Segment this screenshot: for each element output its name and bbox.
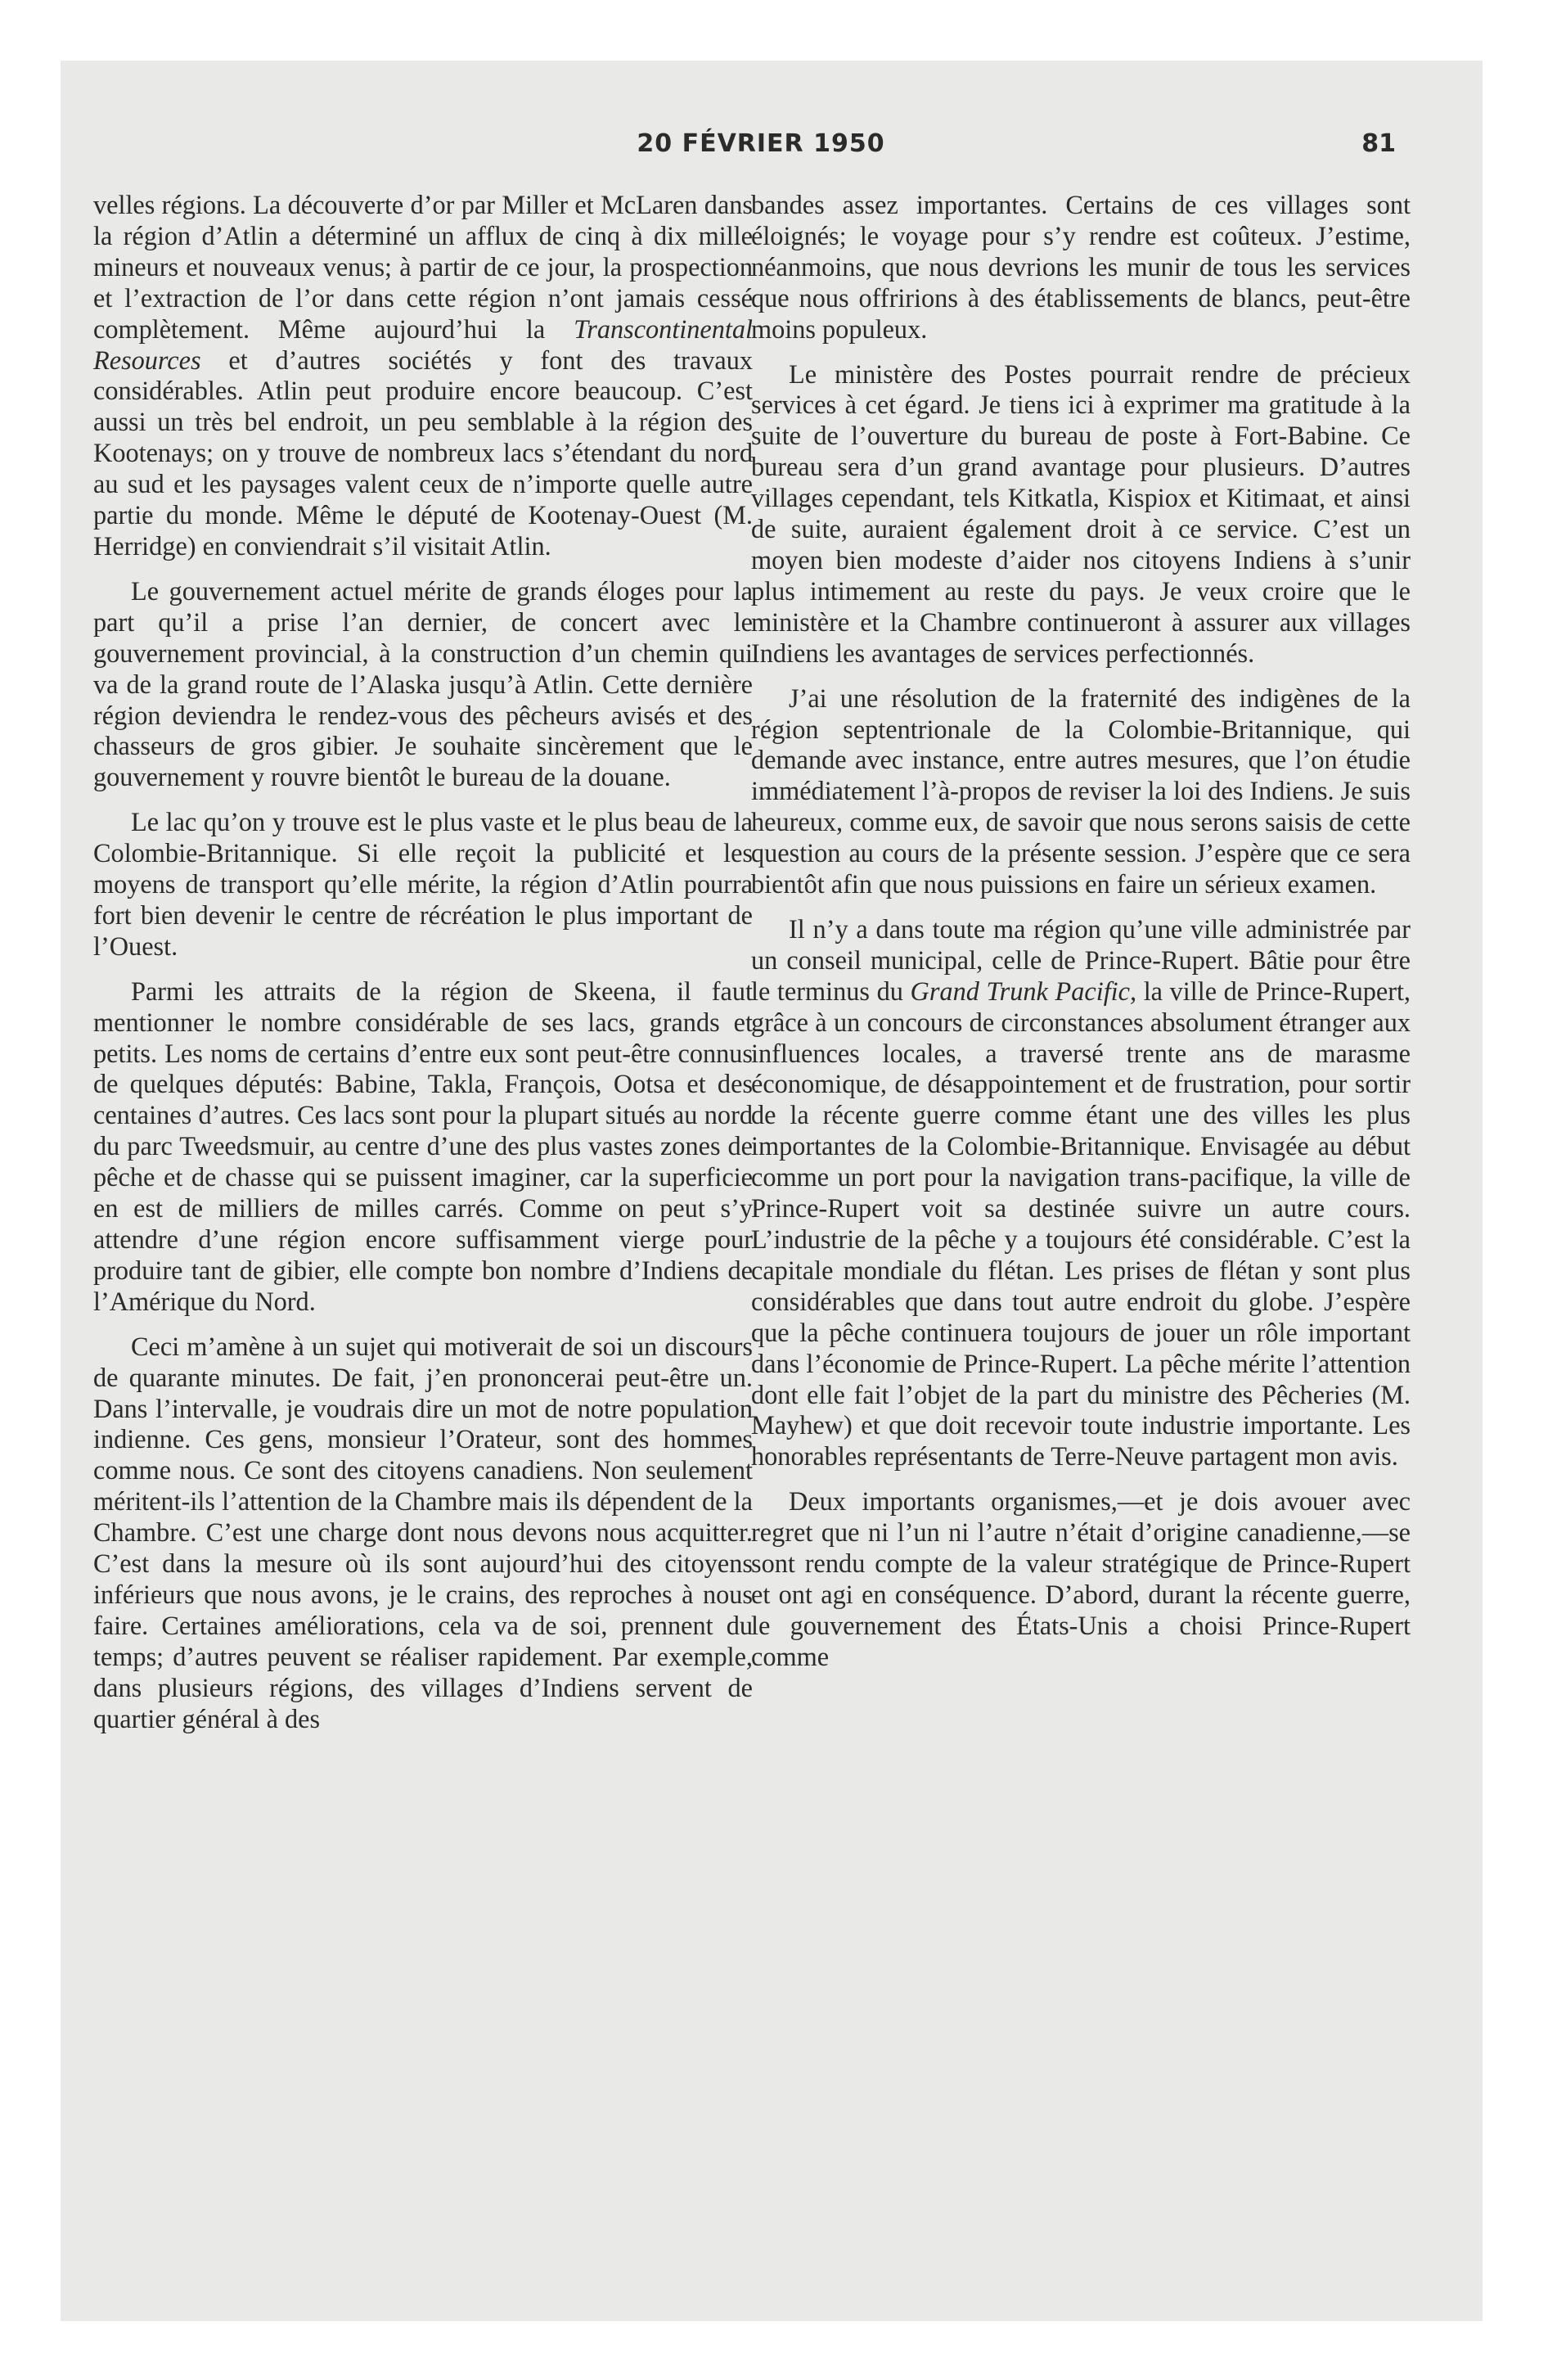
paragraph xyxy=(751,914,1411,1472)
running-head-date: 20 FÉVRIER 1950 xyxy=(637,129,885,158)
italic-railway-name: Grand Trunk Pacific, xyxy=(910,976,1137,1006)
paragraph: Parmi les attraits de la région de Skeena, il faut mentionner le nombre considérable de ses lacs, grands et petits. Les noms de certains d’entre eux sont peut-être connus de quelques députés: Babine, Takla, François, Ootsa et des centaines d’autres. Ces lacs sont pour la plupart situés au nord du parc Tweedsmuir, au centre d’une des plus vastes zones de pêche et de chasse qui se puissent imaginer, car la superficie en est de milliers de milles carrés. Comme on peut s’y attendre d’une région encore suffisamment vierge pour produire tant de gibier, elle compte bon nombre d’Indiens de l’Amérique du Nord. xyxy=(93,976,753,1316)
paragraph-text: et d’autres sociétés y font des travaux considérables. Atlin peut produire encore beaucoup. C’est aussi un très bel endroit, un peu semblable à la région des Kootenays; on y trouve de nombreux lacs s’étendant du nord au sud et les paysages valent ceux de n’importe quelle autre partie du monde. Même le député de Kootenay-Ouest (M. Herridge) en conviendrait s’il visitait Atlin. xyxy=(93,345,754,561)
paragraph: J’ai une résolution de la fraternité des indigènes de la région septentrionale de la Colombie-Britannique, qui demande avec instance, entre autres mesures, que l’on étudie immédiatement l’à-propos de reviser la loi des Indiens. Je suis heureux, comme eux, de savoir que nous serons saisis de cette question au cours de la présente session. J’espère que ce sera bientôt afin que nous puissions en faire un sérieux examen. xyxy=(751,683,1411,899)
paragraph: bandes assez importantes. Certains de ces villages sont éloignés; le voyage pour s’y rendre est coûteux. J’estime, néanmoins, que nous devrions les munir de tous les services que nous offririons à des établissements de blancs, peut-être moins populeux. xyxy=(751,190,1411,344)
paragraph-text: Il n’y a dans toute ma région qu’une ville administrée par un conseil municipal, celle de Prince-Rupert. Bâtie pour être le terminus du xyxy=(751,913,1411,1006)
paragraph: Le ministère des Postes pourrait rendre de précieux services à cet égard. Je tiens ici à exprimer ma gratitude à la suite de l’ouverture du bureau de poste à Fort-Babine. Ce bureau sera d’un grand avantage pour plusieurs. D’autres villages cependant, tels Kitkatla, Kispiox et Kitimaat, et ainsi de suite, auraient également droit à ce service. C’est un moyen bien modeste d’aider nos citoyens Indiens à s’unir plus intimement au reste du pays. Je veux croire que le ministère et la Chambre continueront à assurer aux villages Indiens les avantages de services perfectionnés. xyxy=(751,358,1411,668)
page-number: 81 xyxy=(1361,129,1396,158)
italic-company-name: Transcontinental Resources xyxy=(93,313,753,375)
left-column xyxy=(93,190,753,1749)
paragraph: Le lac qu’on y trouve est le plus vaste et le plus beau de la Colombie-Britannique. Si elle reçoit la publicité et les moyens de transport qu’elle mérite, la région d’Atlin pourra fort bien devenir le centre de récréation le plus important de l’Ouest. xyxy=(93,807,753,961)
paragraph-text: la ville de Prince-Rupert, grâce à un concours de circonstances absolument étranger aux influences locales, a traversé trente ans de marasme économique, de désappointement et de frustration, pour sortir de la récente guerre comme étant une des villes les plus importantes de la Colombie-Britannique. Envisagée au début comme un port pour la navigation trans-pacifique, la ville de Prince-Rupert voit sa destinée suivre un autre cours. L’industrie de la pêche y a toujours été considérable. C’est la capitale mondiale du flétan. Les prises de flétan y sont plus considérables que dans tout autre endroit du globe. J’espère que la pêche continuera toujours de jouer un rôle important dans l’économie de Prince-Rupert. La pêche mérite l’attention dont elle fait l’objet de la part du ministre des Pêcheries (M. Mayhew) et que doit recevoir toute industrie importante. Les honorables représentants de Terre-Neuve partagent mon avis. xyxy=(751,976,1411,1472)
paragraph-text: velles régions. La découverte d’or par Miller et McLaren dans la région d’Atlin a déterminé un afflux de cinq à dix mille mineurs et nouveaux venus; à partir de ce jour, la prospection et l’extraction de l’or dans cette région n’ont jamais cessé complètement. Même aujourd’hui la xyxy=(93,190,753,344)
paragraph: Le gouvernement actuel mérite de grands éloges pour la part qu’il a prise l’an dernier, de concert avec le gouvernement provincial, à la construction d’un chemin qui va de la grand route de l’Alaska jusqu’à Atlin. Cette dernière région deviendra le rendez-vous des pêcheurs avisés et des chasseurs de gros gibier. Je souhaite sincèrement que le gouvernement y rouvre bientôt le bureau de la douane. xyxy=(93,575,753,792)
paragraph xyxy=(93,190,753,562)
paragraph: Deux importants organismes,—et je dois avouer avec regret que ni l’un ni l’autre n’était d’origine canadienne,—se sont rendu compte de la valeur stratégique de Prince-Rupert et ont agi en conséquence. D’abord, durant la récente guerre, le gouvernement des États-Unis a choisi Prince-Rupert comme xyxy=(751,1486,1411,1671)
paragraph: Ceci m’amène à un sujet qui motiverait de soi un discours de quarante minutes. De fait, j’en prononcerai peut-être un. Dans l’intervalle, je voudrais dire un mot de notre population indienne. Ces gens, monsieur l’Orateur, sont des hommes comme nous. Ce sont des citoyens canadiens. Non seulement méritent-ils l’attention de la Chambre mais ils dépendent de la Chambre. C’est une charge dont nous devons nous acquitter. C’est dans la mesure où ils sont aujourd’hui des citoyens inférieurs que nous avons, je le crains, des reproches à nous faire. Certaines améliorations, cela va de soi, prennent du temps; d’autres peuvent se réaliser rapidement. Par exemple, dans plusieurs régions, des villages d’Indiens servent de quartier général à des xyxy=(93,1331,753,1733)
right-column xyxy=(751,190,1411,1687)
